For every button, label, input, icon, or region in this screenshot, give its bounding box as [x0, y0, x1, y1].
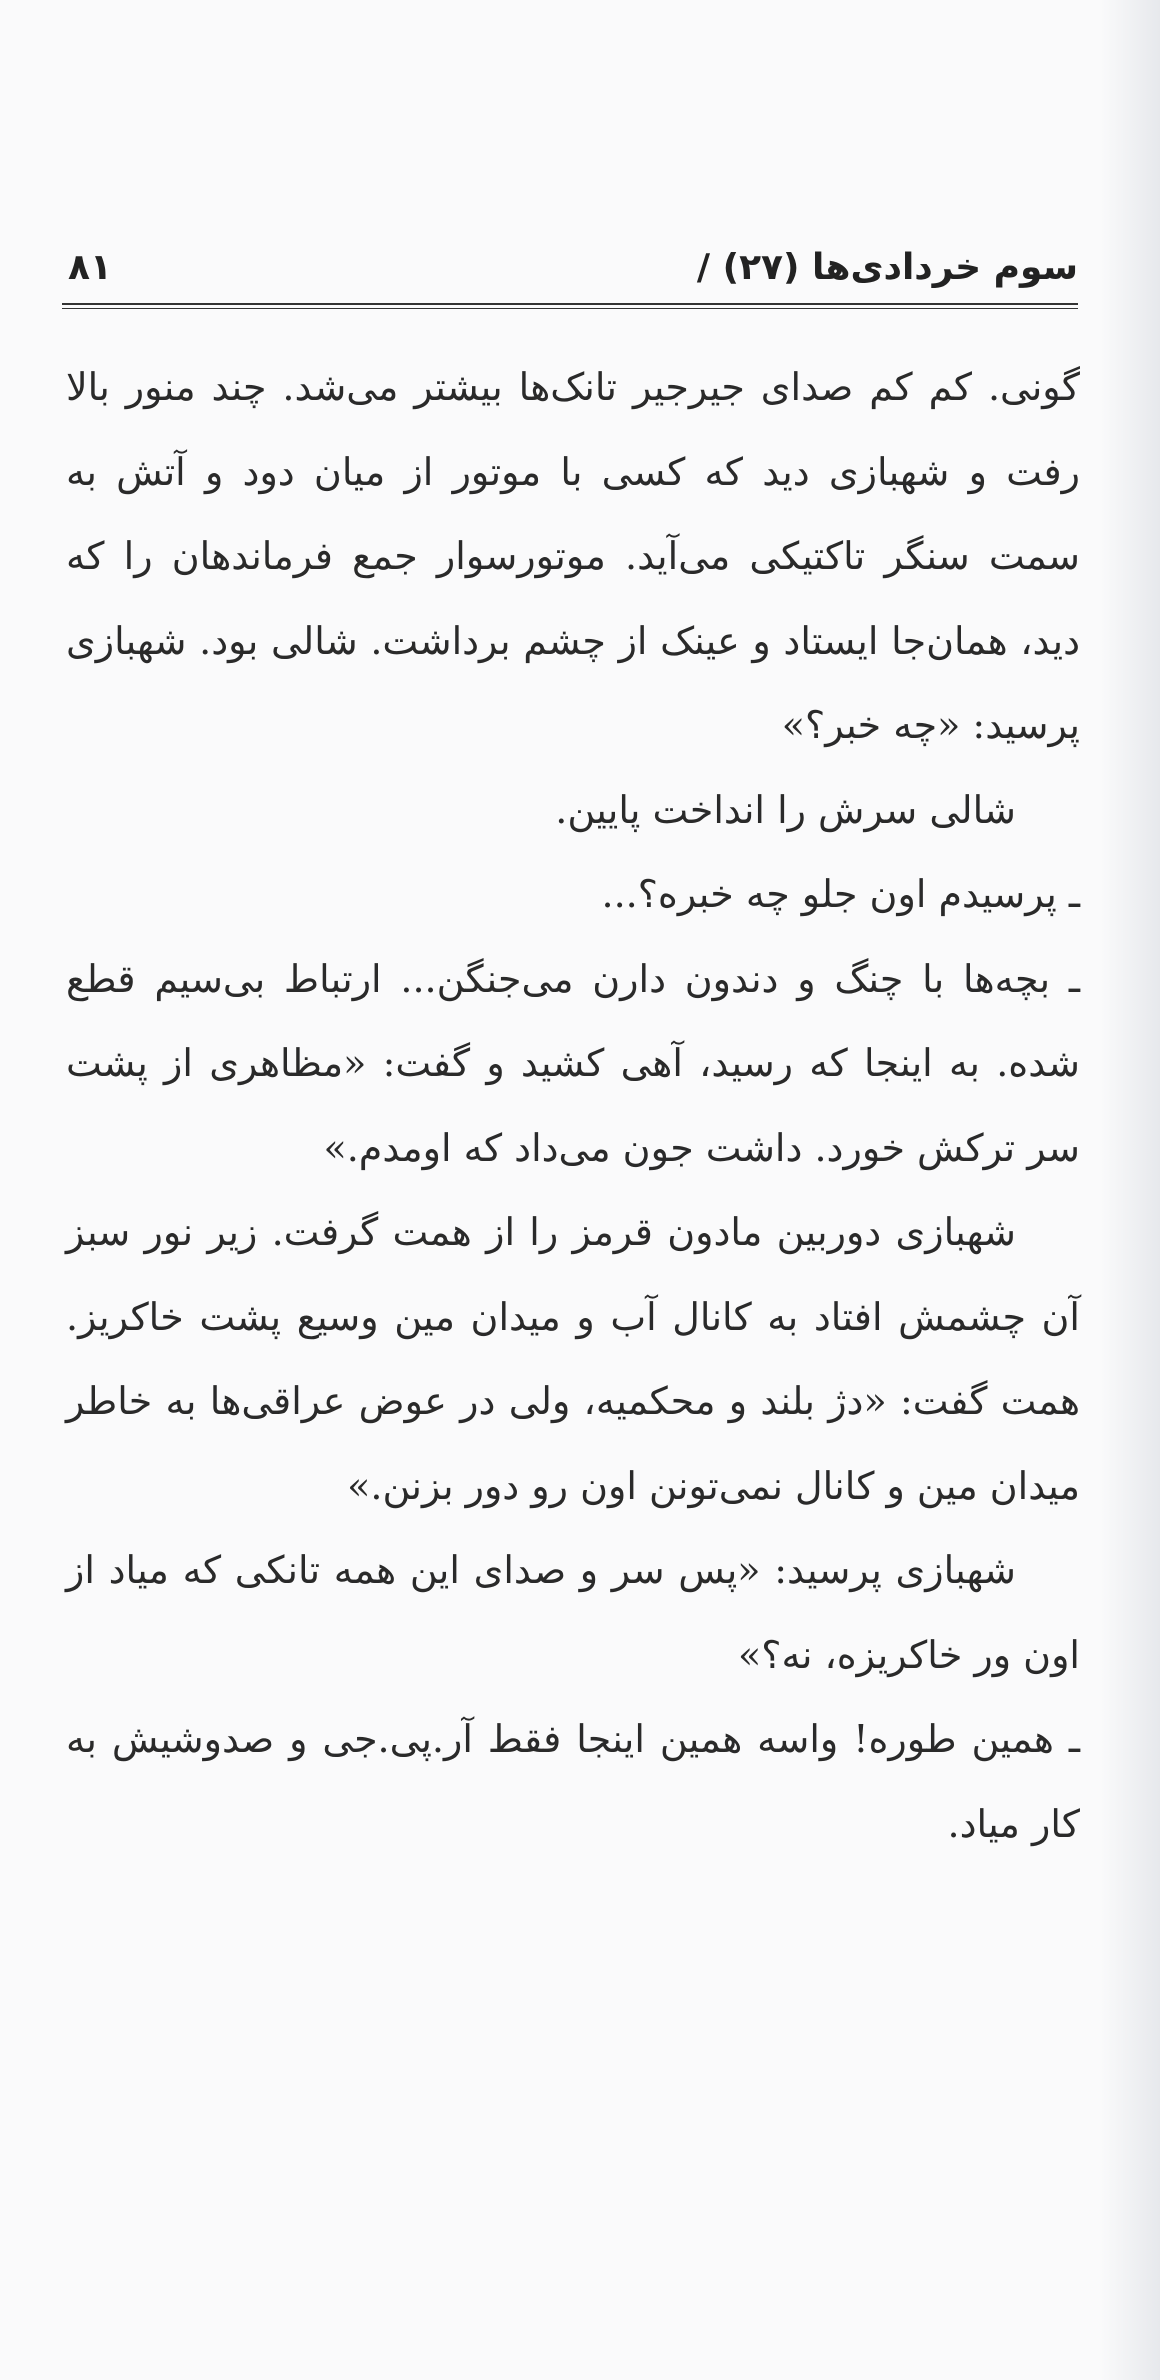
- dialogue-line: ـ همین طوره! واسه همین اینجا فقط آر.پی.جی و صدوشیش به کار میاد.: [66, 1717, 1080, 1846]
- dialogue-line: ـ بچه‌ها با چنگ و دندون دارن می‌جنگن... ارتباط بی‌سیم قطع شده. به اینجا که رسید، آهی کشید و گفت: «مظاهری از پشت سر ترکش خورد. داشت جون می‌داد که اومدم.»: [66, 956, 1080, 1170]
- page-number: ۸۱: [68, 246, 112, 288]
- paragraph: شهبازی پرسید: «پس سر و صدای این همه تانکی که میاد از اون ور خاکریزه، نه؟»: [66, 1548, 1080, 1677]
- paragraph-continued: گونی. کم کم صدای جیرجیر تانک‌ها بیشتر می‌شد. چند منور بالا رفت و شهبازی دید که کسی با موتور از میان دود و آتش به سمت سنگر تاکتیکی می‌آید. موتورسوار جمع فرماندهان را که دید، همان‌جا ایستاد و عینک از چشم برداشت. شالی بود. شهبازی پرسید: «چه خبر؟»: [66, 365, 1080, 747]
- dialogue-line: ـ پرسیدم اون جلو چه خبره؟...: [601, 872, 1080, 916]
- paragraph: شهبازی دوربین مادون قرمز را از همت گرفت. زیر نور سبز آن چشمش افتاد به کانال آب و میدان مین وسیع پشت خاکریز. همت گفت: «دژ بلند و محکمیه، ولی در عوض عراقی‌ها به خاطر میدان مین و کانال نمی‌تونن اون رو دور بزنن.»: [66, 1210, 1080, 1508]
- running-head: [68, 232, 1078, 302]
- header-rule: [62, 303, 1078, 309]
- page-edge-shadow: [1100, 0, 1160, 2380]
- body-text: [66, 345, 1080, 1866]
- paragraph: شالی سرش را انداخت پایین.: [555, 787, 1016, 832]
- chapter-title: سوم خردادی‌ها (۲۷) /: [696, 246, 1078, 288]
